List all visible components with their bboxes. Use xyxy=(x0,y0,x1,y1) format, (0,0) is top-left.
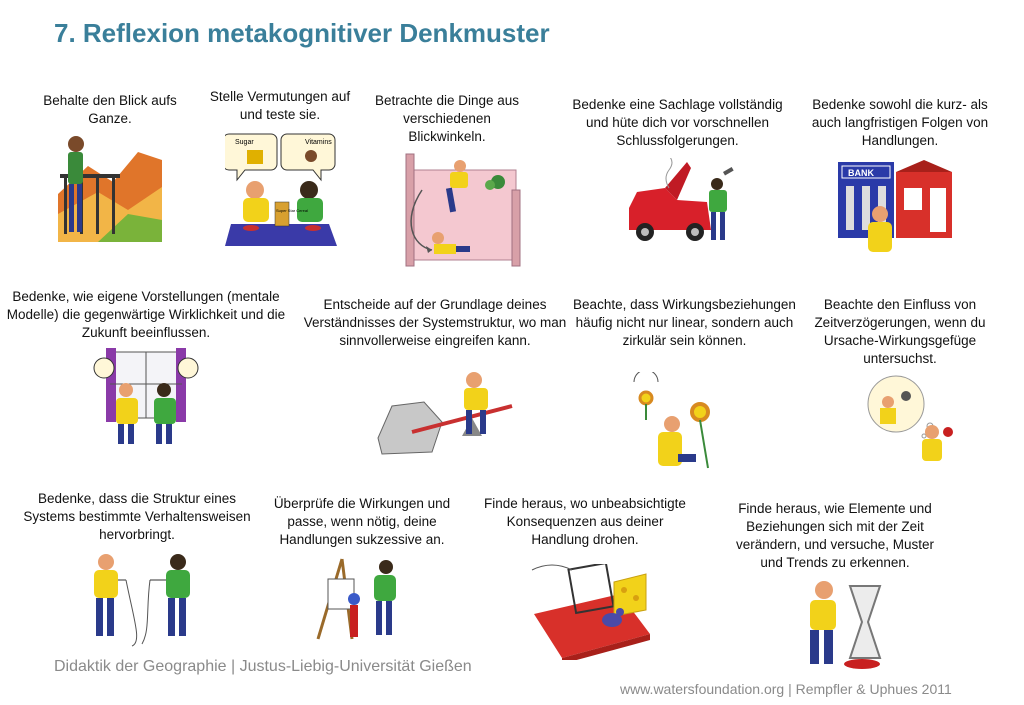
caption-big-picture: Behalte den Blick aufs Ganze. xyxy=(43,93,177,126)
lever-rock-illustration xyxy=(372,366,518,458)
page-title: 7. Reflexion metakognitiver Denkmuster xyxy=(54,18,550,48)
label-bank: BANK xyxy=(848,168,874,178)
bank-shop-illustration xyxy=(838,158,952,256)
caption-short-long-term: Bedenke sowohl die kurz- als auch langfristigen Folgen von Handlungen. xyxy=(811,97,989,148)
caption-time-delays: Beachte den Einfluss von Zeitverzögerungen, wenn du Ursache-Wirkungsgefüge untersuchst. xyxy=(814,297,986,366)
caption-leverage: Entscheide auf der Grundlage deines Verständnisses der Systemstruktur, wo man sinnvollerweise eingreifen kann. xyxy=(303,297,567,348)
string-telephone-illustration xyxy=(90,550,194,650)
caption-patterns-trends: Finde heraus, wie Elemente und Beziehungen sich mit der Zeit verändern, und versuche, Muster und Trends zu erkennen. xyxy=(735,501,935,570)
label-vitamins: Vitamins xyxy=(305,139,332,146)
cereal-test-illustration xyxy=(225,128,337,246)
caption-adjust-actions: Überprüfe die Wirkungen und passe, wenn nötig, deine Handlungen sukzessive an. xyxy=(273,496,451,547)
mousetrap-illustration xyxy=(528,564,656,660)
caption-hypotheses: Stelle Vermutungen auf und teste sie. xyxy=(209,89,351,122)
easel-painting-illustration xyxy=(312,555,404,641)
label-cereal-box: Super Star Cereal xyxy=(276,208,309,213)
caption-perspectives: Betrachte die Dinge aus verschiedenen Blickwinkeln. xyxy=(374,93,520,144)
caption-circular-causality: Beachte, dass Wirkungsbeziehungen häufig nicht nur linear, sondern auch zirkulär sein können. xyxy=(573,297,796,348)
time-delay-illustration xyxy=(866,374,962,464)
footer-source: www.watersfoundation.org | Rempfler & Uphues 2011 xyxy=(620,681,952,697)
caption-unintended-consequences: Finde heraus, wo unbeabsichtigte Konsequenzen aus deiner Handlung drohen. xyxy=(484,496,686,547)
mental-models-illustration xyxy=(92,346,200,446)
caption-full-picture: Bedenke eine Sachlage vollständig und hüte dich vor vorschnellen Schlussfolgerungen. xyxy=(572,97,783,148)
hourglass-illustration xyxy=(800,578,898,670)
car-repair-illustration xyxy=(625,158,737,244)
flowers-illustration xyxy=(628,372,726,470)
caption-structure-behavior: Bedenke, dass die Struktur eines Systems bestimmte Verhaltensweisen hervorbringt. xyxy=(23,491,251,542)
big-picture-illustration xyxy=(58,132,162,242)
wall-perspectives-illustration xyxy=(402,150,522,268)
footer-institution: Didaktik der Geographie | Justus-Liebig-Universität Gießen xyxy=(54,658,472,675)
caption-mental-models: Bedenke, wie eigene Vorstellungen (mentale Modelle) die gegenwärtige Wirklichkeit und die Zukunft beeinflussen. xyxy=(6,289,286,340)
label-sugar: Sugar xyxy=(235,139,254,146)
